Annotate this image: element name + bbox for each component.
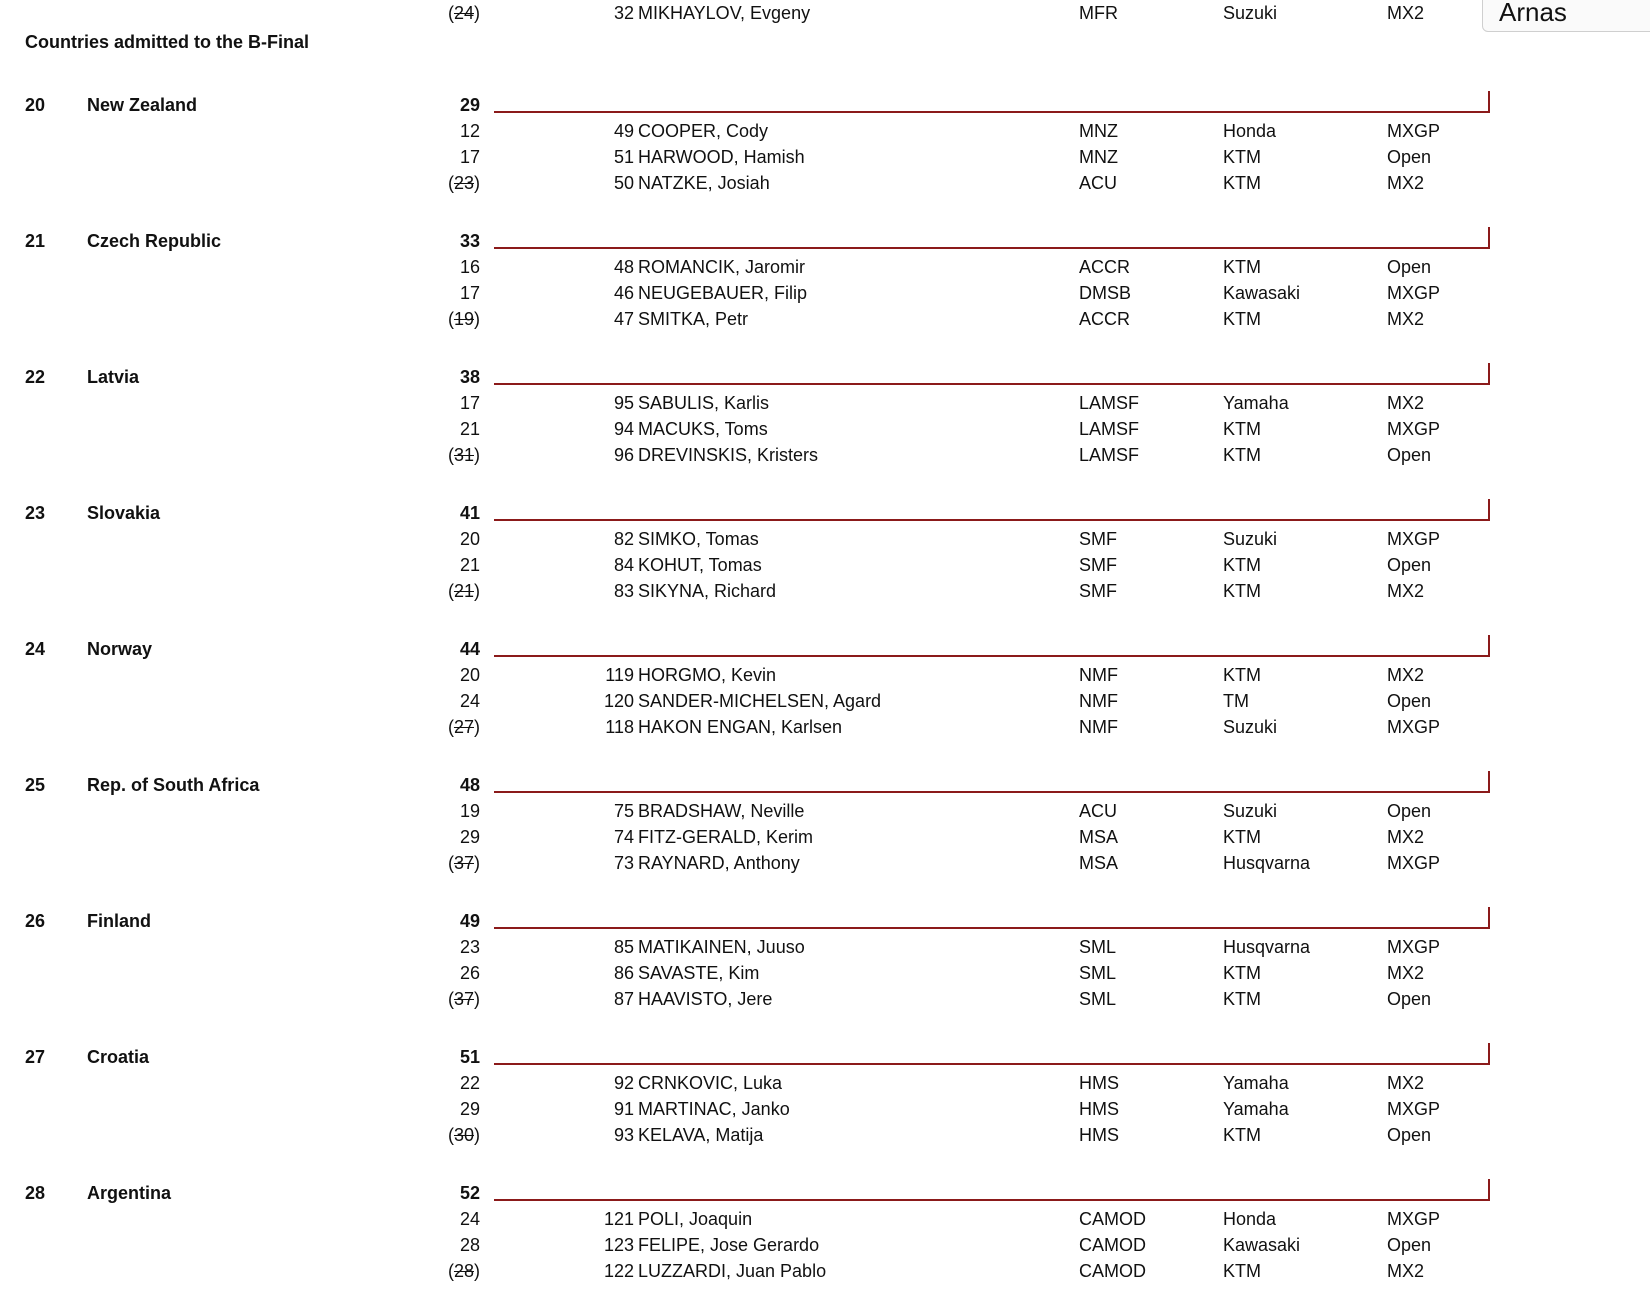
discarded-position: (37) [447, 989, 480, 1009]
rider-class: MXGP [1387, 121, 1441, 141]
rider-federation: DMSB [1079, 283, 1132, 303]
rider-federation: SMF [1079, 555, 1117, 575]
rider-name: SMITKA, Petr [638, 309, 749, 329]
rider-brand: Suzuki [1223, 529, 1278, 549]
rider-number: 82 [613, 529, 634, 549]
rider-name: KELAVA, Matija [638, 1125, 764, 1145]
rider-number: 86 [613, 963, 634, 983]
rider-brand: KTM [1223, 827, 1261, 847]
discarded-position: (30) [447, 1125, 480, 1145]
rider-class: MXGP [1387, 1209, 1441, 1229]
rider-brand: KTM [1223, 257, 1261, 277]
discarded-position-value: 27 [453, 717, 474, 737]
discarded-position: (27) [447, 717, 480, 737]
rider-name: SIMKO, Tomas [638, 529, 759, 549]
rider-class: MX2 [1387, 827, 1425, 847]
team-bracket-line [494, 363, 1490, 385]
rider-position: 26 [459, 963, 480, 983]
rider-position: 20 [459, 665, 480, 685]
rider-number: 51 [613, 147, 634, 167]
rider-name: HAAVISTO, Jere [638, 989, 773, 1009]
rider-federation: CAMOD [1079, 1261, 1146, 1281]
team-country: Argentina [87, 1183, 172, 1203]
rider-name: NEUGEBAUER, Filip [638, 283, 808, 303]
rider-number: 47 [613, 309, 634, 329]
rider-number: 95 [613, 393, 634, 413]
rider-number: 119 [605, 665, 634, 685]
team-country: Slovakia [87, 503, 161, 523]
rider-class: MXGP [1387, 937, 1441, 957]
discarded-position: (21) [447, 581, 480, 601]
side-box [1482, 0, 1650, 32]
rider-class: MX2 [1387, 665, 1425, 685]
rider-name: DREVINSKIS, Kristers [638, 445, 819, 465]
discarded-position-value: 21 [453, 581, 474, 601]
rider-brand: KTM [1223, 173, 1261, 193]
rider-class: MXGP [1387, 853, 1441, 873]
rider-position: 24 [459, 691, 480, 711]
rider-position: 24 [459, 1209, 480, 1229]
rider-brand: Honda [1223, 121, 1277, 141]
team-rank: 23 [25, 503, 46, 523]
rider-name: SANDER-MICHELSEN, Agard [638, 691, 882, 711]
rider-name: KOHUT, Tomas [638, 555, 762, 575]
discarded-position: (37) [447, 853, 480, 873]
team-bracket-line [494, 227, 1490, 249]
rider-number: 46 [613, 283, 634, 303]
rider-federation: CAMOD [1079, 1235, 1146, 1255]
team-bracket-line [494, 771, 1490, 793]
team-country: Finland [87, 911, 151, 931]
rider-federation: SML [1079, 937, 1117, 957]
rider-number: 123 [603, 1235, 634, 1255]
rider-class: MXGP [1387, 283, 1441, 303]
discarded-position-value: 19 [453, 309, 474, 329]
rider-name: SABULIS, Karlis [638, 393, 770, 413]
rider-position: 16 [459, 257, 480, 277]
rider-number: 74 [613, 827, 634, 847]
rider-name: CRNKOVIC, Luka [638, 1073, 783, 1093]
rider-brand: Yamaha [1223, 393, 1289, 413]
rider-federation: NMF [1079, 717, 1118, 737]
rider-number: 83 [613, 581, 634, 601]
rider-federation: ACCR [1079, 309, 1131, 329]
rider-position: 17 [459, 393, 480, 413]
team-points: 29 [459, 95, 480, 115]
discarded-position: (31) [447, 445, 480, 465]
discarded-position-value: 24 [453, 3, 474, 23]
rider-class: MX2 [1387, 309, 1425, 329]
rider-number: 87 [613, 989, 634, 1009]
rider-brand: Husqvarna [1223, 937, 1311, 957]
rider-number: 96 [613, 445, 634, 465]
discarded-position-value: 23 [453, 173, 474, 193]
rider-class: MX2 [1387, 581, 1425, 601]
side-box-text: Arnas [1499, 0, 1567, 27]
rider-class: MX2 [1387, 3, 1425, 23]
rider-federation: MNZ [1079, 121, 1118, 141]
rider-brand: KTM [1223, 1125, 1261, 1145]
rider-name: HAKON ENGAN, Karlsen [638, 717, 843, 737]
rider-federation: MSA [1079, 853, 1119, 873]
rider-federation: NMF [1079, 665, 1118, 685]
section-title: Countries admitted to the B-Final [25, 32, 310, 52]
rider-federation: MSA [1079, 827, 1119, 847]
discarded-position: (23) [447, 173, 480, 193]
rider-federation: ACU [1079, 173, 1118, 193]
rider-name: RAYNARD, Anthony [638, 853, 800, 873]
discarded-position-value: 37 [453, 989, 474, 1009]
discarded-position: (19) [447, 309, 480, 329]
rider-class: MXGP [1387, 717, 1441, 737]
team-country: Rep. of South Africa [87, 775, 260, 795]
rider-name: SIKYNA, Richard [638, 581, 777, 601]
rider-federation: LAMSF [1079, 445, 1140, 465]
rider-name: ROMANCIK, Jaromir [638, 257, 806, 277]
rider-class: Open [1387, 1235, 1432, 1255]
rider-brand: TM [1223, 691, 1249, 711]
team-rank: 21 [25, 231, 46, 251]
rider-class: MX2 [1387, 393, 1425, 413]
rider-name: MIKHAYLOV, Evgeny [638, 3, 811, 23]
rider-position: 29 [459, 827, 480, 847]
rider-name: LUZZARDI, Juan Pablo [638, 1261, 827, 1281]
rider-federation: HMS [1079, 1099, 1119, 1119]
rider-number: 85 [613, 937, 634, 957]
rider-class: Open [1387, 989, 1432, 1009]
rider-name: HARWOOD, Hamish [638, 147, 805, 167]
team-points: 48 [459, 775, 480, 795]
rider-brand: Kawasaki [1223, 1235, 1301, 1255]
rider-position: 20 [459, 529, 480, 549]
team-rank: 26 [25, 911, 46, 931]
rider-name: MATIKAINEN, Juuso [638, 937, 805, 957]
discarded-position-value: 30 [453, 1125, 474, 1145]
team-rank: 28 [25, 1183, 46, 1203]
rider-class: Open [1387, 801, 1432, 821]
rider-federation: SML [1079, 989, 1117, 1009]
rider-brand: Yamaha [1223, 1073, 1289, 1093]
rider-federation: SMF [1079, 581, 1117, 601]
rider-federation: LAMSF [1079, 393, 1140, 413]
rider-brand: KTM [1223, 989, 1261, 1009]
rider-name: POLI, Joaquin [638, 1209, 753, 1229]
rider-class: Open [1387, 257, 1432, 277]
team-bracket-line [494, 499, 1490, 521]
rider-number: 73 [613, 853, 634, 873]
rider-brand: KTM [1223, 555, 1261, 575]
rider-class: MX2 [1387, 173, 1425, 193]
rider-name: MACUKS, Toms [638, 419, 768, 439]
team-country: New Zealand [87, 95, 198, 115]
rider-position: 19 [459, 801, 480, 821]
team-points: 38 [459, 367, 480, 387]
rider-brand: KTM [1223, 665, 1261, 685]
rider-class: MX2 [1387, 963, 1425, 983]
rider-brand: KTM [1223, 147, 1261, 167]
discarded-position-value: 37 [453, 853, 474, 873]
team-rank: 24 [25, 639, 46, 659]
rider-class: MXGP [1387, 529, 1441, 549]
rider-position: 12 [459, 121, 480, 141]
rider-federation: SML [1079, 963, 1117, 983]
rider-name: FITZ-GERALD, Kerim [638, 827, 814, 847]
rider-class: MX2 [1387, 1261, 1425, 1281]
rider-number: 32 [613, 3, 634, 23]
rider-position: 29 [459, 1099, 480, 1119]
team-points: 44 [459, 639, 480, 659]
team-country: Croatia [87, 1047, 150, 1067]
team-points: 41 [459, 503, 480, 523]
rider-name: FELIPE, Jose Gerardo [638, 1235, 820, 1255]
rider-federation: SMF [1079, 529, 1117, 549]
team-country: Norway [87, 639, 153, 659]
rider-name: BRADSHAW, Neville [638, 801, 805, 821]
rider-federation: ACCR [1079, 257, 1131, 277]
rider-federation: NMF [1079, 691, 1118, 711]
rider-federation: HMS [1079, 1073, 1119, 1093]
rider-brand: KTM [1223, 963, 1261, 983]
team-country: Czech Republic [87, 231, 222, 251]
rider-number: 93 [613, 1125, 634, 1145]
rider-federation: MFR [1079, 3, 1118, 23]
team-rank: 27 [25, 1047, 46, 1067]
team-bracket-line [494, 91, 1490, 113]
rider-brand: Honda [1223, 1209, 1277, 1229]
discarded-position: (24) [447, 3, 480, 23]
team-rank: 20 [25, 95, 46, 115]
rider-brand: Suzuki [1223, 717, 1278, 737]
rider-number: 120 [603, 691, 634, 711]
rider-number: 84 [613, 555, 634, 575]
team-rank: 22 [25, 367, 46, 387]
rider-federation: LAMSF [1079, 419, 1140, 439]
team-country: Latvia [87, 367, 140, 387]
rider-class: Open [1387, 1125, 1432, 1145]
rider-brand: Suzuki [1223, 801, 1278, 821]
rider-federation: ACU [1079, 801, 1118, 821]
rider-position: 21 [459, 555, 480, 575]
rider-number: 118 [605, 717, 634, 737]
rider-number: 94 [613, 419, 634, 439]
rider-number: 121 [603, 1209, 634, 1229]
rider-position: 28 [459, 1235, 480, 1255]
rider-federation: CAMOD [1079, 1209, 1146, 1229]
team-points: 52 [459, 1183, 480, 1203]
rider-position: 22 [459, 1073, 480, 1093]
team-points: 33 [459, 231, 480, 251]
rider-class: MXGP [1387, 1099, 1441, 1119]
team-points: 51 [459, 1047, 480, 1067]
rider-class: MXGP [1387, 419, 1441, 439]
discarded-position-value: 28 [453, 1261, 474, 1281]
rider-class: Open [1387, 445, 1432, 465]
rider-brand: KTM [1223, 445, 1261, 465]
team-rank: 25 [25, 775, 46, 795]
rider-class: Open [1387, 147, 1432, 167]
rider-federation: HMS [1079, 1125, 1119, 1145]
rider-number: 50 [613, 173, 634, 193]
rider-name: MARTINAC, Janko [638, 1099, 790, 1119]
team-bracket-line [494, 635, 1490, 657]
rider-number: 122 [603, 1261, 634, 1281]
rider-brand: Suzuki [1223, 3, 1278, 23]
rider-name: SAVASTE, Kim [638, 963, 760, 983]
rider-number: 75 [613, 801, 634, 821]
rider-position: 17 [459, 147, 480, 167]
rider-number: 92 [613, 1073, 634, 1093]
rider-brand: Yamaha [1223, 1099, 1289, 1119]
team-bracket-line [494, 1043, 1490, 1065]
rider-class: MX2 [1387, 1073, 1425, 1093]
rider-brand: KTM [1223, 309, 1261, 329]
rider-number: 48 [613, 257, 634, 277]
rider-class: Open [1387, 691, 1432, 711]
team-points: 49 [459, 911, 480, 931]
rider-position: 21 [459, 419, 480, 439]
rider-number: 91 [613, 1099, 634, 1119]
rider-position: 23 [459, 937, 480, 957]
team-bracket-line [494, 907, 1490, 929]
discarded-position-value: 31 [453, 445, 474, 465]
rider-name: NATZKE, Josiah [638, 173, 770, 193]
rider-brand: KTM [1223, 419, 1261, 439]
rider-name: COOPER, Cody [638, 121, 769, 141]
rider-brand: Kawasaki [1223, 283, 1301, 303]
rider-number: 49 [613, 121, 634, 141]
rider-class: Open [1387, 555, 1432, 575]
discarded-position: (28) [447, 1261, 480, 1281]
rider-brand: KTM [1223, 581, 1261, 601]
team-bracket-line [494, 1179, 1490, 1201]
rider-position: 17 [459, 283, 480, 303]
rider-brand: KTM [1223, 1261, 1261, 1281]
rider-name: HORGMO, Kevin [638, 665, 777, 685]
rider-federation: MNZ [1079, 147, 1118, 167]
rider-brand: Husqvarna [1223, 853, 1311, 873]
